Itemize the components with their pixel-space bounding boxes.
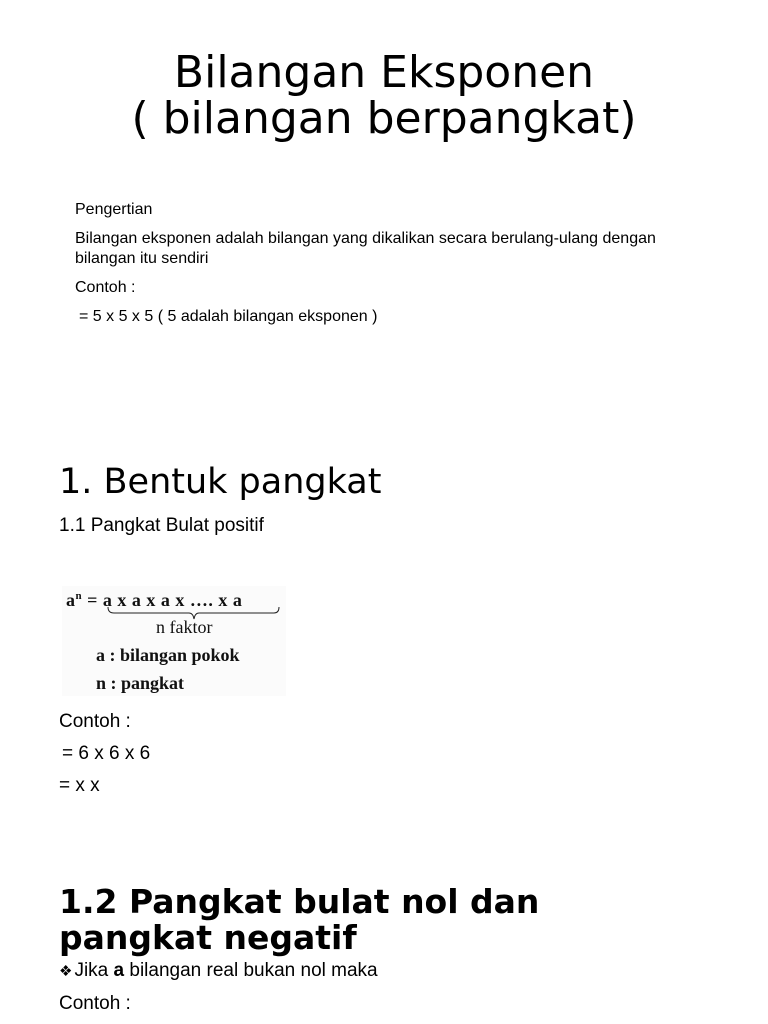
section1-heading: 1. Bentuk pangkat — [59, 462, 382, 502]
section1-example-line2: = x x — [59, 775, 100, 796]
section2-heading — [59, 884, 539, 956]
intro-example-line: = 5 x 5 x 5 ( 5 adalah bilangan eksponen ) — [79, 308, 378, 325]
formula-label-n: n : pangkat — [96, 673, 185, 693]
section1-example-label: Contoh : — [59, 711, 131, 732]
bullet-text-post: bilangan real bukan nol maka — [124, 960, 378, 981]
formula-image — [62, 586, 286, 696]
section1-example-line1: = 6 x 6 x 6 — [62, 743, 151, 764]
diamond-bullet-icon: ❖ — [59, 963, 73, 980]
bullet-text-pre: Jika — [74, 960, 114, 981]
title-line-2: ( bilangan berpangkat) — [131, 93, 637, 144]
section2-example-label: Contoh : — [59, 993, 131, 1014]
page-title — [0, 47, 768, 144]
intro-heading: Pengertian — [75, 201, 153, 218]
intro-section — [75, 200, 695, 336]
section2-heading-line2: pangkat negatif — [59, 918, 357, 957]
formula-exponent: n — [75, 590, 83, 602]
formula-brace-label: n faktor — [156, 617, 213, 637]
intro-example-label: Contoh : — [75, 279, 136, 296]
section2-heading-line1: 1.2 Pangkat bulat nol dan — [59, 882, 540, 921]
intro-definition: Bilangan eksponen adalah bilangan yang dikalikan secara berulang-ulang dengan bilangan itu sendiri — [75, 230, 656, 267]
section1-example — [59, 706, 150, 802]
formula-label-a: a : bilangan pokok — [96, 645, 240, 665]
section1-subheading: 1.1 Pangkat Bulat positif — [59, 515, 264, 536]
formula-base: a — [66, 590, 76, 610]
section2-bullet — [59, 960, 378, 982]
title-line-1: Bilangan Eksponen — [173, 47, 595, 98]
bullet-text-bold: a — [113, 960, 125, 981]
formula-rhs: = a x a x a x …. x a — [82, 590, 243, 610]
